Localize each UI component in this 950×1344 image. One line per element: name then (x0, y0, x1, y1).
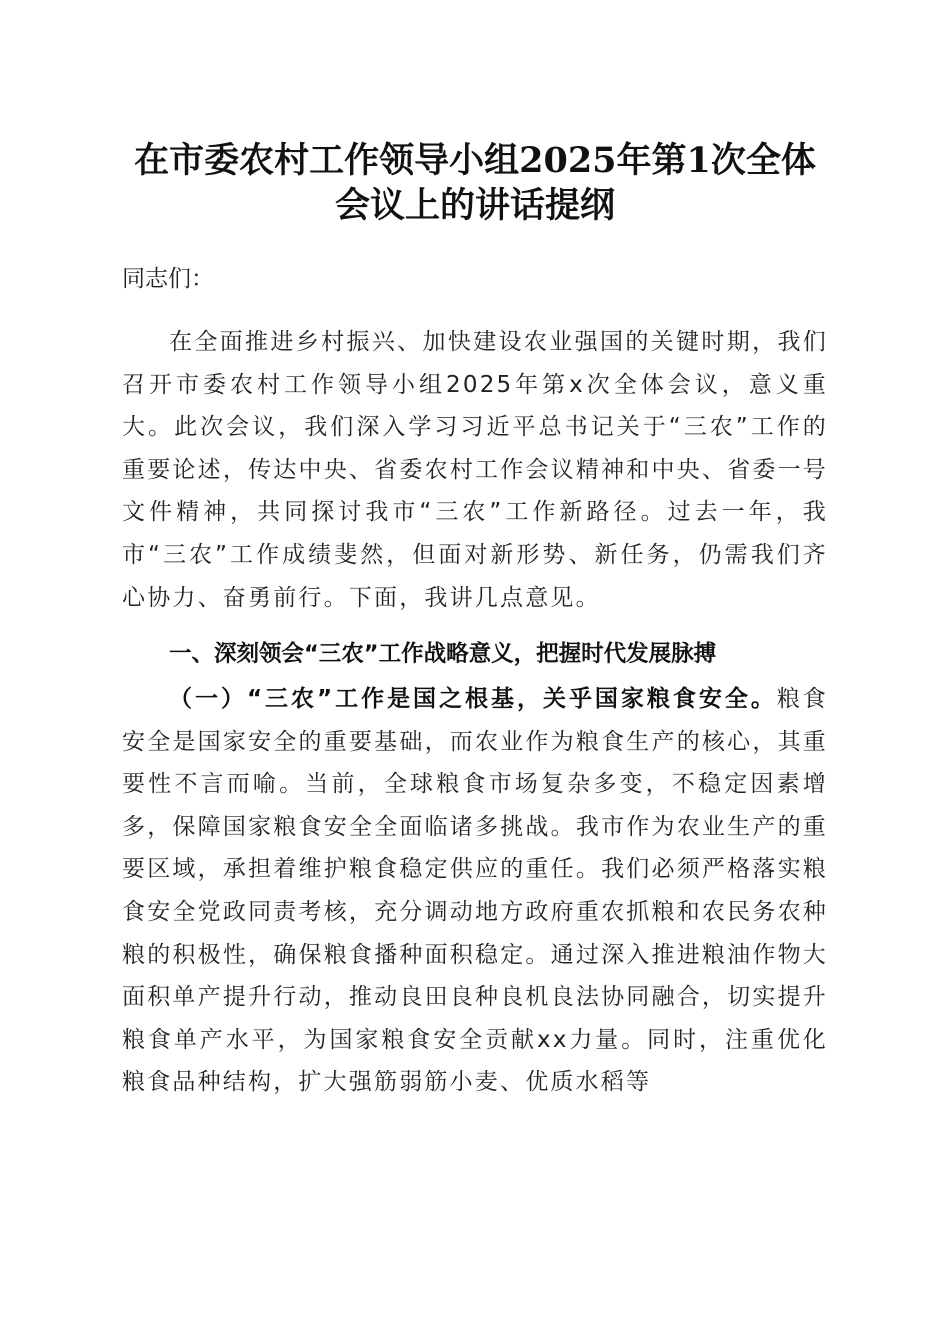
salutation: 同志们： (122, 266, 214, 292)
section-1-heading: 一、深刻领会“三农”工作战略意义，把握时代发展脉搏 (169, 641, 717, 667)
intro-paragraph: 在全面推进乡村振兴、加快建设农业强国的关键时期，我们召开市委农村工作领导小组2025年第x次全体会议，意义重大。此次会议，我们深入学习习近平总书记关于“三农”工作的重要论述，传达中央、省委农村工作会议精神和中央、省委一号文件精神，共同探讨我市“三农”工作新路径。过去一年，我市“三农”工作成绩斐然，但面对新形势、新任务，仍需我们齐心协力、奋勇前行。下面，我讲几点意见。 (122, 329, 828, 611)
subsection-1-body: 粮食安全是国家安全的重要基础，而农业作为粮食生产的核心，其重要性不言而喻。当前，全球粮食市场复杂多变，不稳定因素增多，保障国家粮食安全全面临诸多挑战。我市作为农业生产的重要区域，承担着维护粮食稳定供应的重任。我们必须严格落实粮食安全党政同责考核，充分调动地方政府重农抓粮和农民务农种粮的积极性，确保粮食播种面积稳定。通过深入推进粮油作物大面积单产提升行动，推动良田良种良机良法协同融合，切实提升粮食单产水平，为国家粮食安全贡献xx力量。同时，注重优化粮食品种结构，扩大强筋弱筋小麦、优质水稻等 (122, 686, 828, 1096)
subsection-1-lead: （一）“三农”工作是国之根基，关乎国家粮食安全。 (169, 686, 777, 712)
document-title-line-1: 在市委农村工作领导小组2025年第1次全体 (134, 140, 816, 181)
subsection-1-paragraph (122, 678, 828, 1104)
document-title-line-2: 会议上的讲话提纲 (334, 185, 615, 226)
